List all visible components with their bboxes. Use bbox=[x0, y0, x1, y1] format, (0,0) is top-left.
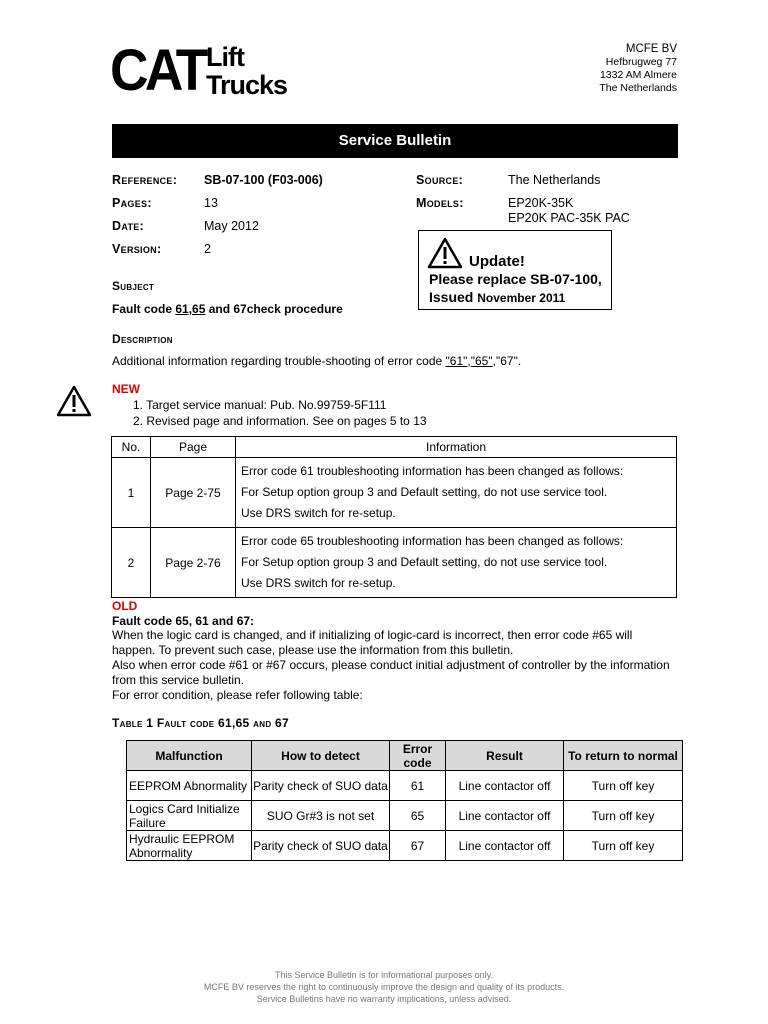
col-no: No. bbox=[112, 437, 151, 458]
cell-result: Line contactor off bbox=[446, 771, 564, 801]
table2-caption: Table 1 Fault code 61,65 and 67 bbox=[112, 716, 289, 730]
col-page: Page bbox=[151, 437, 236, 458]
cell-error-code: 65 bbox=[390, 801, 446, 831]
description-heading: Description bbox=[112, 332, 173, 346]
update-issued-date: November 2011 bbox=[477, 291, 566, 305]
footer-line: Service Bulletins have no warranty implications, unless advised. bbox=[256, 994, 512, 1004]
description-code-67: "67" bbox=[495, 354, 518, 368]
info-line: Error code 65 troubleshooting information has been changed as follows: bbox=[241, 534, 624, 548]
old-line: happen. To prevent such case, please use the information from this bulletin. bbox=[112, 643, 514, 657]
update-line2: Please replace SB-07-100, bbox=[429, 271, 602, 287]
description-sep-2: , bbox=[492, 354, 496, 368]
col-malfunction: Malfunction bbox=[127, 741, 252, 771]
old-label: OLD bbox=[112, 599, 138, 613]
table-row bbox=[127, 801, 683, 831]
footer-line: This Service Bulletin is for informational purposes only. bbox=[275, 970, 493, 980]
table-row bbox=[127, 831, 683, 861]
row-page: Page 2-76 bbox=[151, 528, 236, 598]
row-page: Page 2-75 bbox=[151, 458, 236, 528]
update-notice-box bbox=[418, 230, 612, 310]
description-code-65: "65" bbox=[470, 354, 493, 368]
cell-return: Turn off key bbox=[564, 771, 683, 801]
cell-result: Line contactor off bbox=[446, 801, 564, 831]
description-text bbox=[112, 354, 521, 368]
info-line: Use DRS switch for re-setup. bbox=[241, 576, 396, 590]
logo-line1: Lift bbox=[206, 42, 244, 72]
row-info bbox=[236, 458, 677, 528]
models-label: Models: bbox=[416, 196, 464, 210]
old-line: When the logic card is changed, and if initializing of logic-card is incorrect, then error code #65 will bbox=[112, 628, 633, 642]
reference-label: Reference: bbox=[112, 173, 178, 187]
old-body bbox=[112, 628, 670, 703]
table-row bbox=[112, 458, 677, 528]
update-issued-label: Issued bbox=[429, 289, 478, 305]
info-line: For Setup option group 3 and Default setting, do not use service tool. bbox=[241, 485, 608, 499]
reference-value: SB-07-100 (F03-006) bbox=[204, 173, 323, 187]
subject-text-codes: 61,65 bbox=[175, 302, 206, 316]
table-row bbox=[127, 771, 683, 801]
warning-icon bbox=[427, 237, 463, 269]
description-code-61: "61" bbox=[445, 354, 468, 368]
cell-error-code: 61 bbox=[390, 771, 446, 801]
new-warning-icon bbox=[56, 385, 92, 417]
row-no: 2 bbox=[112, 528, 151, 598]
info-line: Error code 61 troubleshooting information has been changed as follows: bbox=[241, 464, 624, 478]
company-country: The Netherlands bbox=[599, 82, 677, 94]
cell-error-code: 67 bbox=[390, 831, 446, 861]
table-row bbox=[112, 528, 677, 598]
cell-detect: Parity check of SUO data bbox=[252, 771, 390, 801]
col-information: Information bbox=[236, 437, 677, 458]
models-value-2: EP20K PAC-35K PAC bbox=[508, 211, 630, 225]
company-street: Hefbrugweg 77 bbox=[605, 56, 677, 68]
source-label: Source: bbox=[416, 173, 464, 187]
pages-value: 13 bbox=[204, 196, 218, 210]
old-line: Also when error code #61 or #67 occurs, please conduct initial adjustment of controller by the information bbox=[112, 658, 670, 672]
cat-lift-trucks-logo bbox=[110, 38, 288, 103]
update-title: Update! bbox=[469, 253, 525, 270]
cell-return: Turn off key bbox=[564, 801, 683, 831]
col-error-code: Error code bbox=[390, 741, 446, 771]
date-value: May 2012 bbox=[204, 219, 259, 233]
logo-line2: Trucks bbox=[206, 70, 288, 100]
col-result: Result bbox=[446, 741, 564, 771]
info-line: For Setup option group 3 and Default setting, do not use service tool. bbox=[241, 555, 608, 569]
row-info bbox=[236, 528, 677, 598]
revision-table-header bbox=[112, 437, 677, 458]
old-title: Fault code 65, 61 and 67: bbox=[112, 614, 255, 628]
cell-malfunction: Hydraulic EEPROM Abnormality bbox=[127, 831, 252, 861]
footer-disclaimer bbox=[0, 969, 768, 1005]
subject-heading: Subject bbox=[112, 279, 155, 293]
service-bulletin-banner: Service Bulletin bbox=[112, 124, 678, 158]
new-label: NEW bbox=[112, 382, 140, 396]
models-value-1: EP20K-35K bbox=[508, 196, 574, 210]
version-value: 2 bbox=[204, 242, 211, 256]
old-line: from this service bulletin. bbox=[112, 673, 245, 687]
company-name: MCFE BV bbox=[625, 43, 677, 55]
col-how-to-detect: How to detect bbox=[252, 741, 390, 771]
fault-code-table bbox=[126, 740, 683, 861]
company-city: 1332 AM Almere bbox=[599, 69, 677, 81]
fault-table-header bbox=[127, 741, 683, 771]
old-line: For error condition, please refer following table: bbox=[112, 688, 363, 702]
revision-table bbox=[111, 436, 677, 598]
cell-result: Line contactor off bbox=[446, 831, 564, 861]
info-line: Use DRS switch for re-setup. bbox=[241, 506, 396, 520]
company-address bbox=[599, 43, 677, 95]
cell-return: Turn off key bbox=[564, 831, 683, 861]
footer-line: MCFE BV reserves the right to continuously improve the design and quality of its products. bbox=[203, 982, 565, 992]
cell-malfunction: EEPROM Abnormality bbox=[127, 771, 252, 801]
subject-text-post: and 67check procedure bbox=[205, 302, 343, 316]
row-no: 1 bbox=[112, 458, 151, 528]
new-item-2: 2. Revised page and information. See on pages 5 to 13 bbox=[133, 414, 427, 428]
source-value: The Netherlands bbox=[508, 173, 601, 187]
date-label: Date: bbox=[112, 219, 145, 233]
col-return-normal: To return to normal bbox=[564, 741, 683, 771]
subject-text bbox=[112, 302, 343, 316]
description-sep-1: , bbox=[467, 354, 471, 368]
new-item-1: 1. Target service manual: Pub. No.99759-5F111 bbox=[133, 398, 387, 412]
description-text-pre: Additional information regarding trouble-shooting of error code bbox=[112, 354, 446, 368]
cell-detect: Parity check of SUO data bbox=[252, 831, 390, 861]
cell-malfunction: Logics Card Initialize Failure bbox=[127, 801, 252, 831]
version-label: Version: bbox=[112, 242, 162, 256]
pages-label: Pages: bbox=[112, 196, 152, 210]
logo-brand: CAT bbox=[110, 38, 205, 103]
update-line3 bbox=[429, 289, 565, 305]
subject-text-pre: Fault code bbox=[112, 302, 176, 316]
cell-detect: SUO Gr#3 is not set bbox=[252, 801, 390, 831]
description-text-post: . bbox=[517, 354, 522, 368]
